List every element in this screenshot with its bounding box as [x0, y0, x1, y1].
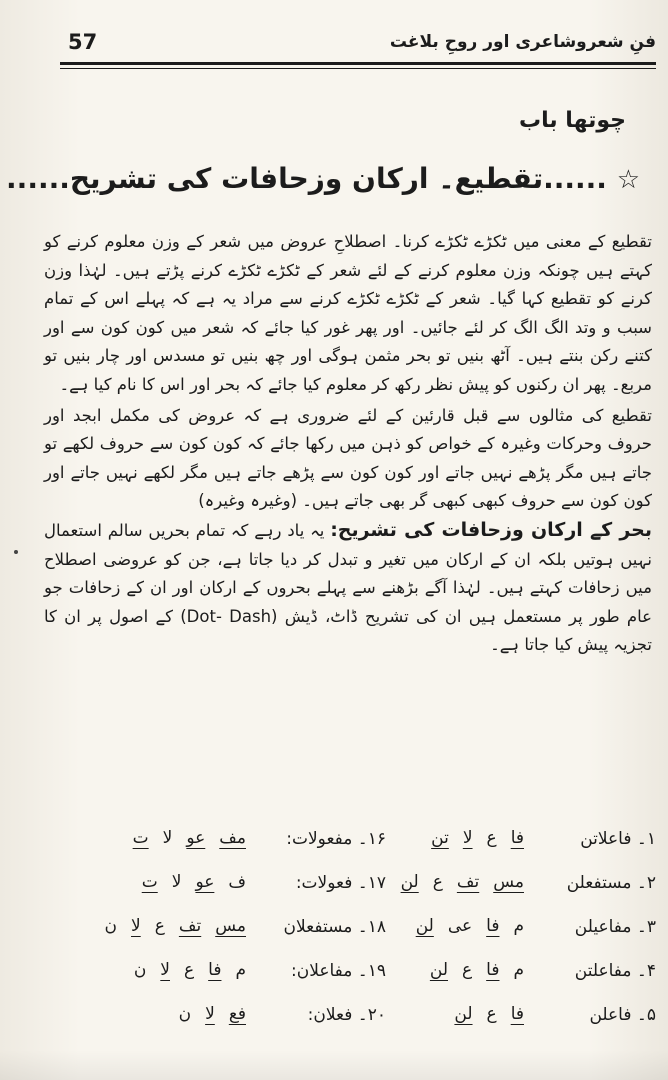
syllable: ع: [486, 828, 497, 848]
foot-syllables: [400, 872, 524, 892]
syllable: ن: [178, 1004, 192, 1024]
feet-row: [40, 828, 656, 872]
foot-syllables: [46, 872, 246, 892]
syllable: مس: [215, 916, 246, 936]
foot-name: ۱۷۔ فعولات:: [295, 873, 386, 893]
foot-syllables: [404, 916, 524, 936]
syllable: تف: [178, 916, 202, 936]
paragraph: تقطیع کے معنی میں ٹکڑے ٹکڑے کرنا۔ اصطلاحِ عروض میں شعر کے وزن معلوم کرنے کو کہتے ہیں چونکہ وزن معلوم کرنے کے لئے شعر کے ٹکڑے ٹکڑے کرنے پڑتے ہیں۔ لہٰذا وزن کرنے کو تقطیع کہا گیا۔ شعر کے ٹکڑے ٹکڑے کرنے سے مراد یہ ہے کہ پہلے اس کے تمام سبب و وتد الگ الگ کر لئے جائیں۔ اور پھر غور کیا جائے کہ شعر میں کون کون سے اور کتنے رکن بنتے ہیں۔ آٹھ بنیں تو بحر مثمن ہوگی اور چھ بنیں تو مسدس اور چار بنیں تو مربع۔ پھر ان رکنوں کو پیش نظر رکھ کر معلوم کیا جائے کہ بحر اور اس کا نام کیا ہے۔: [44, 232, 652, 394]
star-icon: ☆: [616, 165, 640, 195]
syllable: ن: [133, 960, 147, 980]
paragraph-heading: بحر کے ارکان وزحافات کی تشریح:: [330, 518, 653, 541]
foot-name: ۲۔ مستفعلن: [566, 873, 656, 893]
syllable: م: [513, 960, 524, 980]
header-rule-thin: [60, 68, 656, 69]
foot-name: ۳۔ مفاعیلن: [574, 917, 656, 937]
syllable: فا: [510, 1004, 524, 1024]
page-number: 57: [68, 30, 98, 54]
section-title-text: ......تقطیع۔ ارکان وزحافات کی تشریح......: [6, 162, 607, 195]
syllable: عی: [447, 916, 473, 936]
syllable: لا: [160, 960, 170, 980]
paragraph: تقطیع کی مثالوں سے قبل قارئین کے لئے ضروری ہے کہ عروض کی مکمل ابجد اور حروف وحرکات وغیرہ کے خواص کو ذہن میں رکھا جائے کہ کون کون سے حروف لکھے تو جاتے ہیں مگر پڑھے نہیں جاتے اور کون کون سے پڑھے جاتے ہیں مگر لکھے نہیں جاتے اور کون کون سے حروف کبھی کبھی گر بھی جاتے ہیں۔ (وغیرہ وغیرہ): [44, 405, 652, 511]
syllable: لن: [400, 872, 419, 892]
syllable: ع: [486, 1004, 497, 1024]
running-title: فنِ شعروشاعری اور روحِ بلاغت: [389, 32, 656, 52]
feet-row: [40, 916, 656, 960]
syllable: تف: [456, 872, 480, 892]
header-rule-thick: [60, 62, 656, 65]
foot-name: ۱۔ فاعلاتن: [580, 829, 656, 849]
paragraph: [44, 516, 652, 660]
syllable: ت: [132, 828, 149, 848]
foot-name: ۲۰۔ فعلان:: [307, 1005, 386, 1025]
syllable: مف: [219, 828, 246, 848]
foot-syllables: [46, 960, 246, 980]
syllable: لن: [415, 916, 434, 936]
syllable: ن: [104, 916, 118, 936]
foot-name: ۵۔ فاعلن: [589, 1005, 656, 1025]
page-shadow: [0, 1050, 668, 1080]
syllable: فا: [486, 960, 500, 980]
syllable: ع: [432, 872, 443, 892]
syllable: لا: [205, 1004, 215, 1024]
syllable: لا: [171, 872, 182, 892]
foot-name: ۱۶۔ مفعولات:: [286, 829, 386, 849]
feet-row: [40, 872, 656, 916]
foot-syllables: [404, 960, 524, 980]
syllable: لن: [454, 1004, 473, 1024]
body-text: [44, 228, 652, 660]
syllable: لا: [131, 916, 141, 936]
margin-mark: [14, 550, 18, 554]
syllable: م: [235, 960, 246, 980]
syllable: ف: [228, 872, 246, 892]
syllable: فا: [510, 828, 524, 848]
syllable: ع: [184, 960, 195, 980]
feet-row: [40, 960, 656, 1004]
syllable: م: [513, 916, 524, 936]
syllable: ت: [141, 872, 158, 892]
feet-row: [40, 1004, 656, 1048]
syllable: لن: [429, 960, 448, 980]
foot-syllables: [46, 1004, 246, 1024]
syllable: عو: [186, 828, 206, 848]
foot-name: ۱۸۔ مستفعلان: [283, 917, 386, 937]
chapter-label: چوتھا باب: [519, 108, 626, 133]
foot-syllables: [404, 1004, 524, 1024]
syllable: مس: [493, 872, 524, 892]
paragraph-text: یہ یاد رہے کہ تمام بحریں سالم استعمال نہیں ہوتیں بلکہ ان کے ارکان میں تغیر و تبدل کر دیا جاتا ہے، جن کو عروضی اصطلاح میں زحافات کہتے ہیں۔ لہٰذا آگے بڑھنے سے پہلے بحروں کے ارکان اور ان کے زحافات جو عام طور پر مستعمل ہیں ان کی تشریح ڈاٹ، ڈیش (Dot- Dash) کے اصول پر ان کا تجزیہ پیش کیا جاتا ہے۔: [44, 520, 652, 655]
syllable: فا: [208, 960, 222, 980]
syllable: فا: [486, 916, 500, 936]
foot-syllables: [46, 916, 246, 936]
page-header: [60, 28, 656, 60]
syllable: ع: [462, 960, 473, 980]
syllable: لا: [462, 828, 473, 848]
syllable: فع: [228, 1004, 246, 1024]
syllable: لا: [162, 828, 173, 848]
feet-table: [40, 828, 656, 1048]
syllable: تن: [431, 828, 449, 848]
foot-syllables: [404, 828, 524, 848]
syllable: عو: [195, 872, 215, 892]
syllable: ع: [154, 916, 165, 936]
foot-name: ۱۹۔ مفاعلان:: [290, 961, 386, 981]
section-title: [6, 162, 640, 195]
foot-syllables: [46, 828, 246, 848]
foot-name: ۴۔ مفاعلتن: [574, 961, 656, 981]
